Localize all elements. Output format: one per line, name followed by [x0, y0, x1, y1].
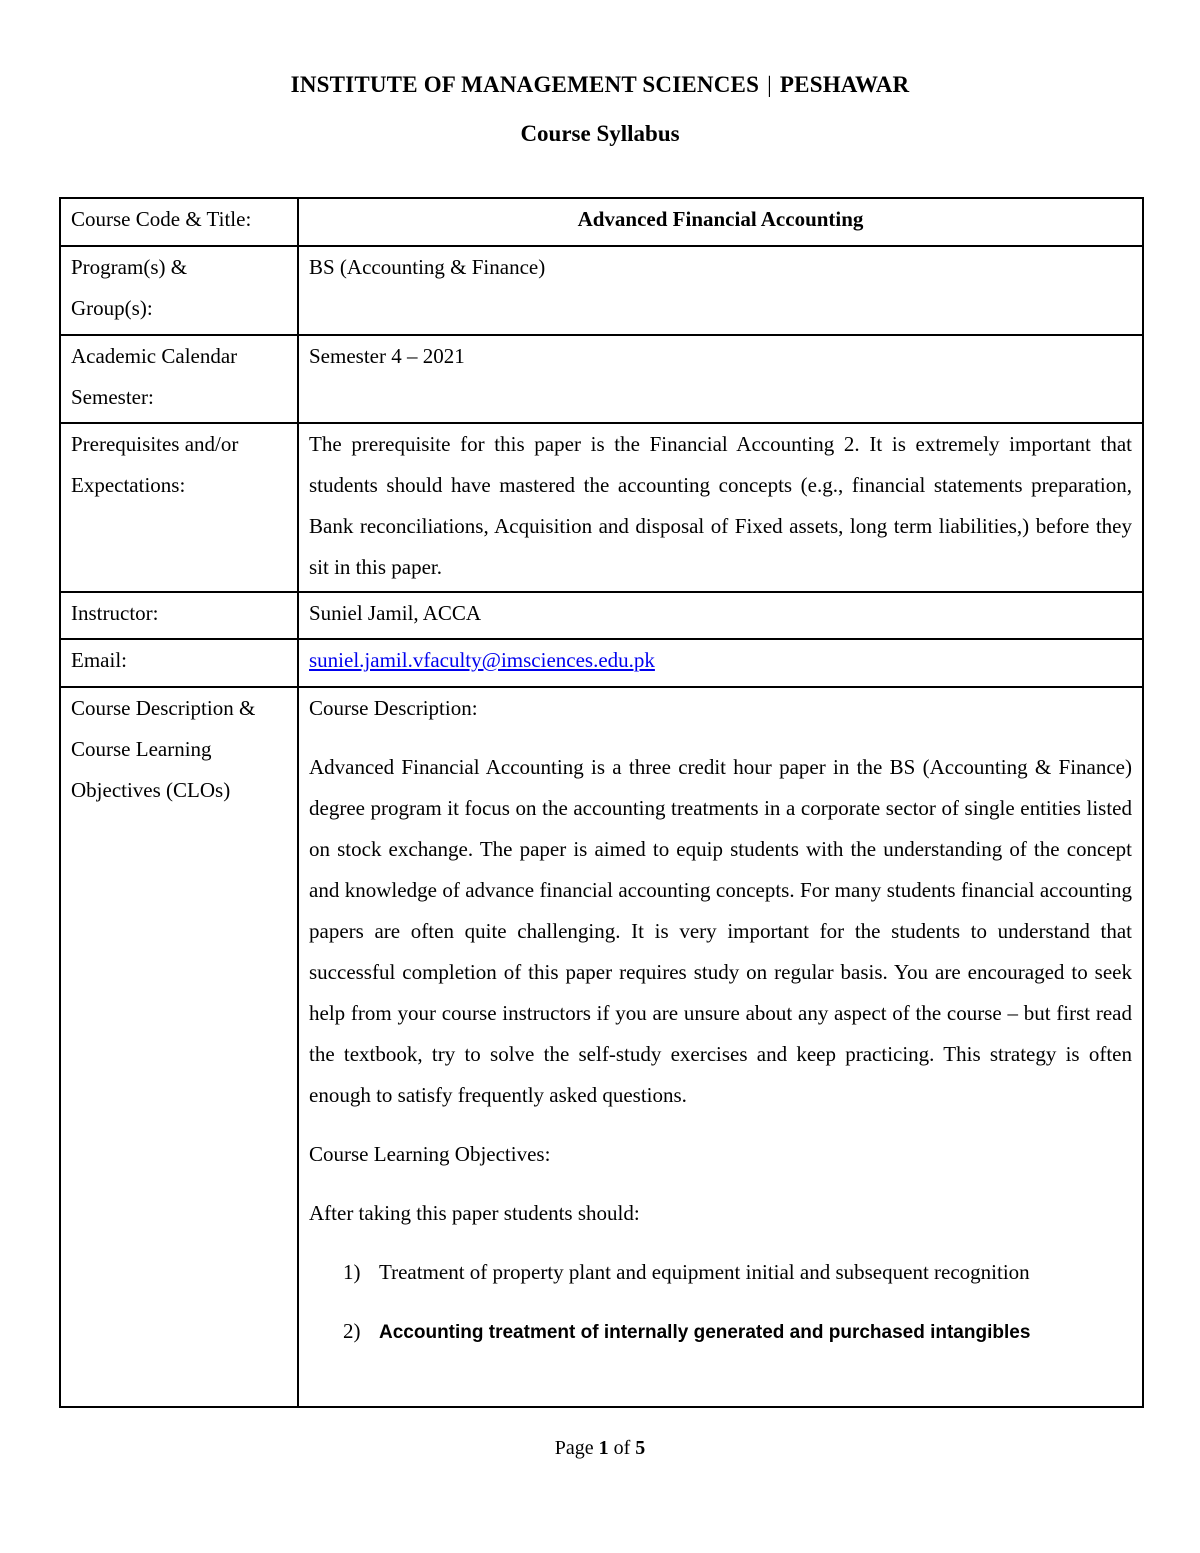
course-description-heading: Course Description:	[309, 696, 478, 720]
clo-intro: After taking this paper students should:	[309, 1201, 640, 1225]
document-title	[0, 72, 1200, 98]
objective-text: Treatment of property plant and equipment initial and subsequent recognition	[379, 1260, 1030, 1284]
instructor-value: Suniel Jamil, ACCA	[298, 592, 1143, 639]
programs-label-line2: Group(s):	[71, 296, 153, 320]
table-row-course-code	[60, 198, 1143, 246]
page-footer	[0, 1437, 1200, 1460]
table-row-prerequisites	[60, 423, 1143, 592]
desc-label-line2: Course Learning	[71, 737, 212, 761]
table-row-email	[60, 639, 1143, 687]
table-row-calendar	[60, 335, 1143, 423]
programs-label-line1: Program(s) &	[71, 255, 188, 279]
email-label: Email:	[60, 639, 298, 687]
objective-text: Accounting treatment of internally generated and purchased intangibles	[379, 1322, 1031, 1343]
description-cell	[298, 687, 1143, 1407]
document-subtitle: Course Syllabus	[520, 121, 680, 146]
row-label	[60, 687, 298, 1407]
course-code-label: Course Code & Title:	[71, 207, 252, 231]
email-cell	[298, 639, 1143, 687]
desc-label-line1: Course Description &	[71, 696, 256, 720]
calendar-value: Semester 4 – 2021	[298, 335, 1143, 423]
prereq-label-line1: Prerequisites and/or	[71, 432, 239, 456]
list-item	[309, 1252, 1132, 1293]
clo-heading: Course Learning Objectives:	[309, 1142, 551, 1166]
of-label: of	[613, 1437, 631, 1459]
objective-number: 1)	[343, 1260, 361, 1284]
course-description-text: Advanced Financial Accounting is a three credit hour paper in the BS (Accounting & Finance) degree program it focus on the accounting treatments in a corporate sector of single entities listed on stock exchange. The paper is aimed to equip students with the understanding of the concept and knowledge of advance financial accounting concepts. For many students financial accounting papers are often quite challenging. It is very important for the students to understand that successful completion of this paper requires study on regular basis. You are encouraged to seek help from your course instructors if you are unsure about any aspect of the course – but first read the textbook, try to solve the self-study exercises and keep practicing. This strategy is often enough to satisfy frequently asked questions.	[309, 755, 1132, 1107]
objective-number: 2)	[343, 1319, 361, 1343]
email-link[interactable]: suniel.jamil.vfaculty@imsciences.edu.pk	[309, 648, 655, 672]
row-label	[60, 335, 298, 423]
page-label: Page	[554, 1437, 594, 1459]
institute-name: INSTITUTE OF MANAGEMENT SCIENCES	[290, 72, 760, 97]
syllabus-table	[59, 197, 1144, 1408]
table-row-programs	[60, 246, 1143, 335]
instructor-label: Instructor:	[60, 592, 298, 639]
title-separator: |	[767, 72, 772, 97]
desc-label-line3: Objectives (CLOs)	[71, 778, 231, 802]
page-current: 1	[598, 1437, 609, 1459]
course-title-value: Advanced Financial Accounting	[298, 198, 1143, 246]
row-label	[60, 423, 298, 592]
table-row-instructor	[60, 592, 1143, 639]
programs-value: BS (Accounting & Finance)	[298, 246, 1143, 335]
page-total: 5	[635, 1437, 646, 1459]
table-row-description	[60, 687, 1143, 1407]
prereq-label-line2: Expectations:	[71, 473, 186, 497]
prerequisites-value: The prerequisite for this paper is the Financial Accounting 2. It is extremely important that students should have mastered the accounting concepts (e.g., financial statements preparation, Bank reconciliations, Acquisition and disposal of Fixed assets, long term liabilities,) before they sit in this paper.	[298, 423, 1143, 592]
calendar-label-line1: Academic Calendar	[71, 344, 238, 368]
city-name: PESHAWAR	[779, 72, 910, 97]
calendar-label-line2: Semester:	[71, 385, 154, 409]
row-label	[60, 198, 298, 246]
row-label	[60, 246, 298, 335]
list-item	[309, 1311, 1132, 1353]
